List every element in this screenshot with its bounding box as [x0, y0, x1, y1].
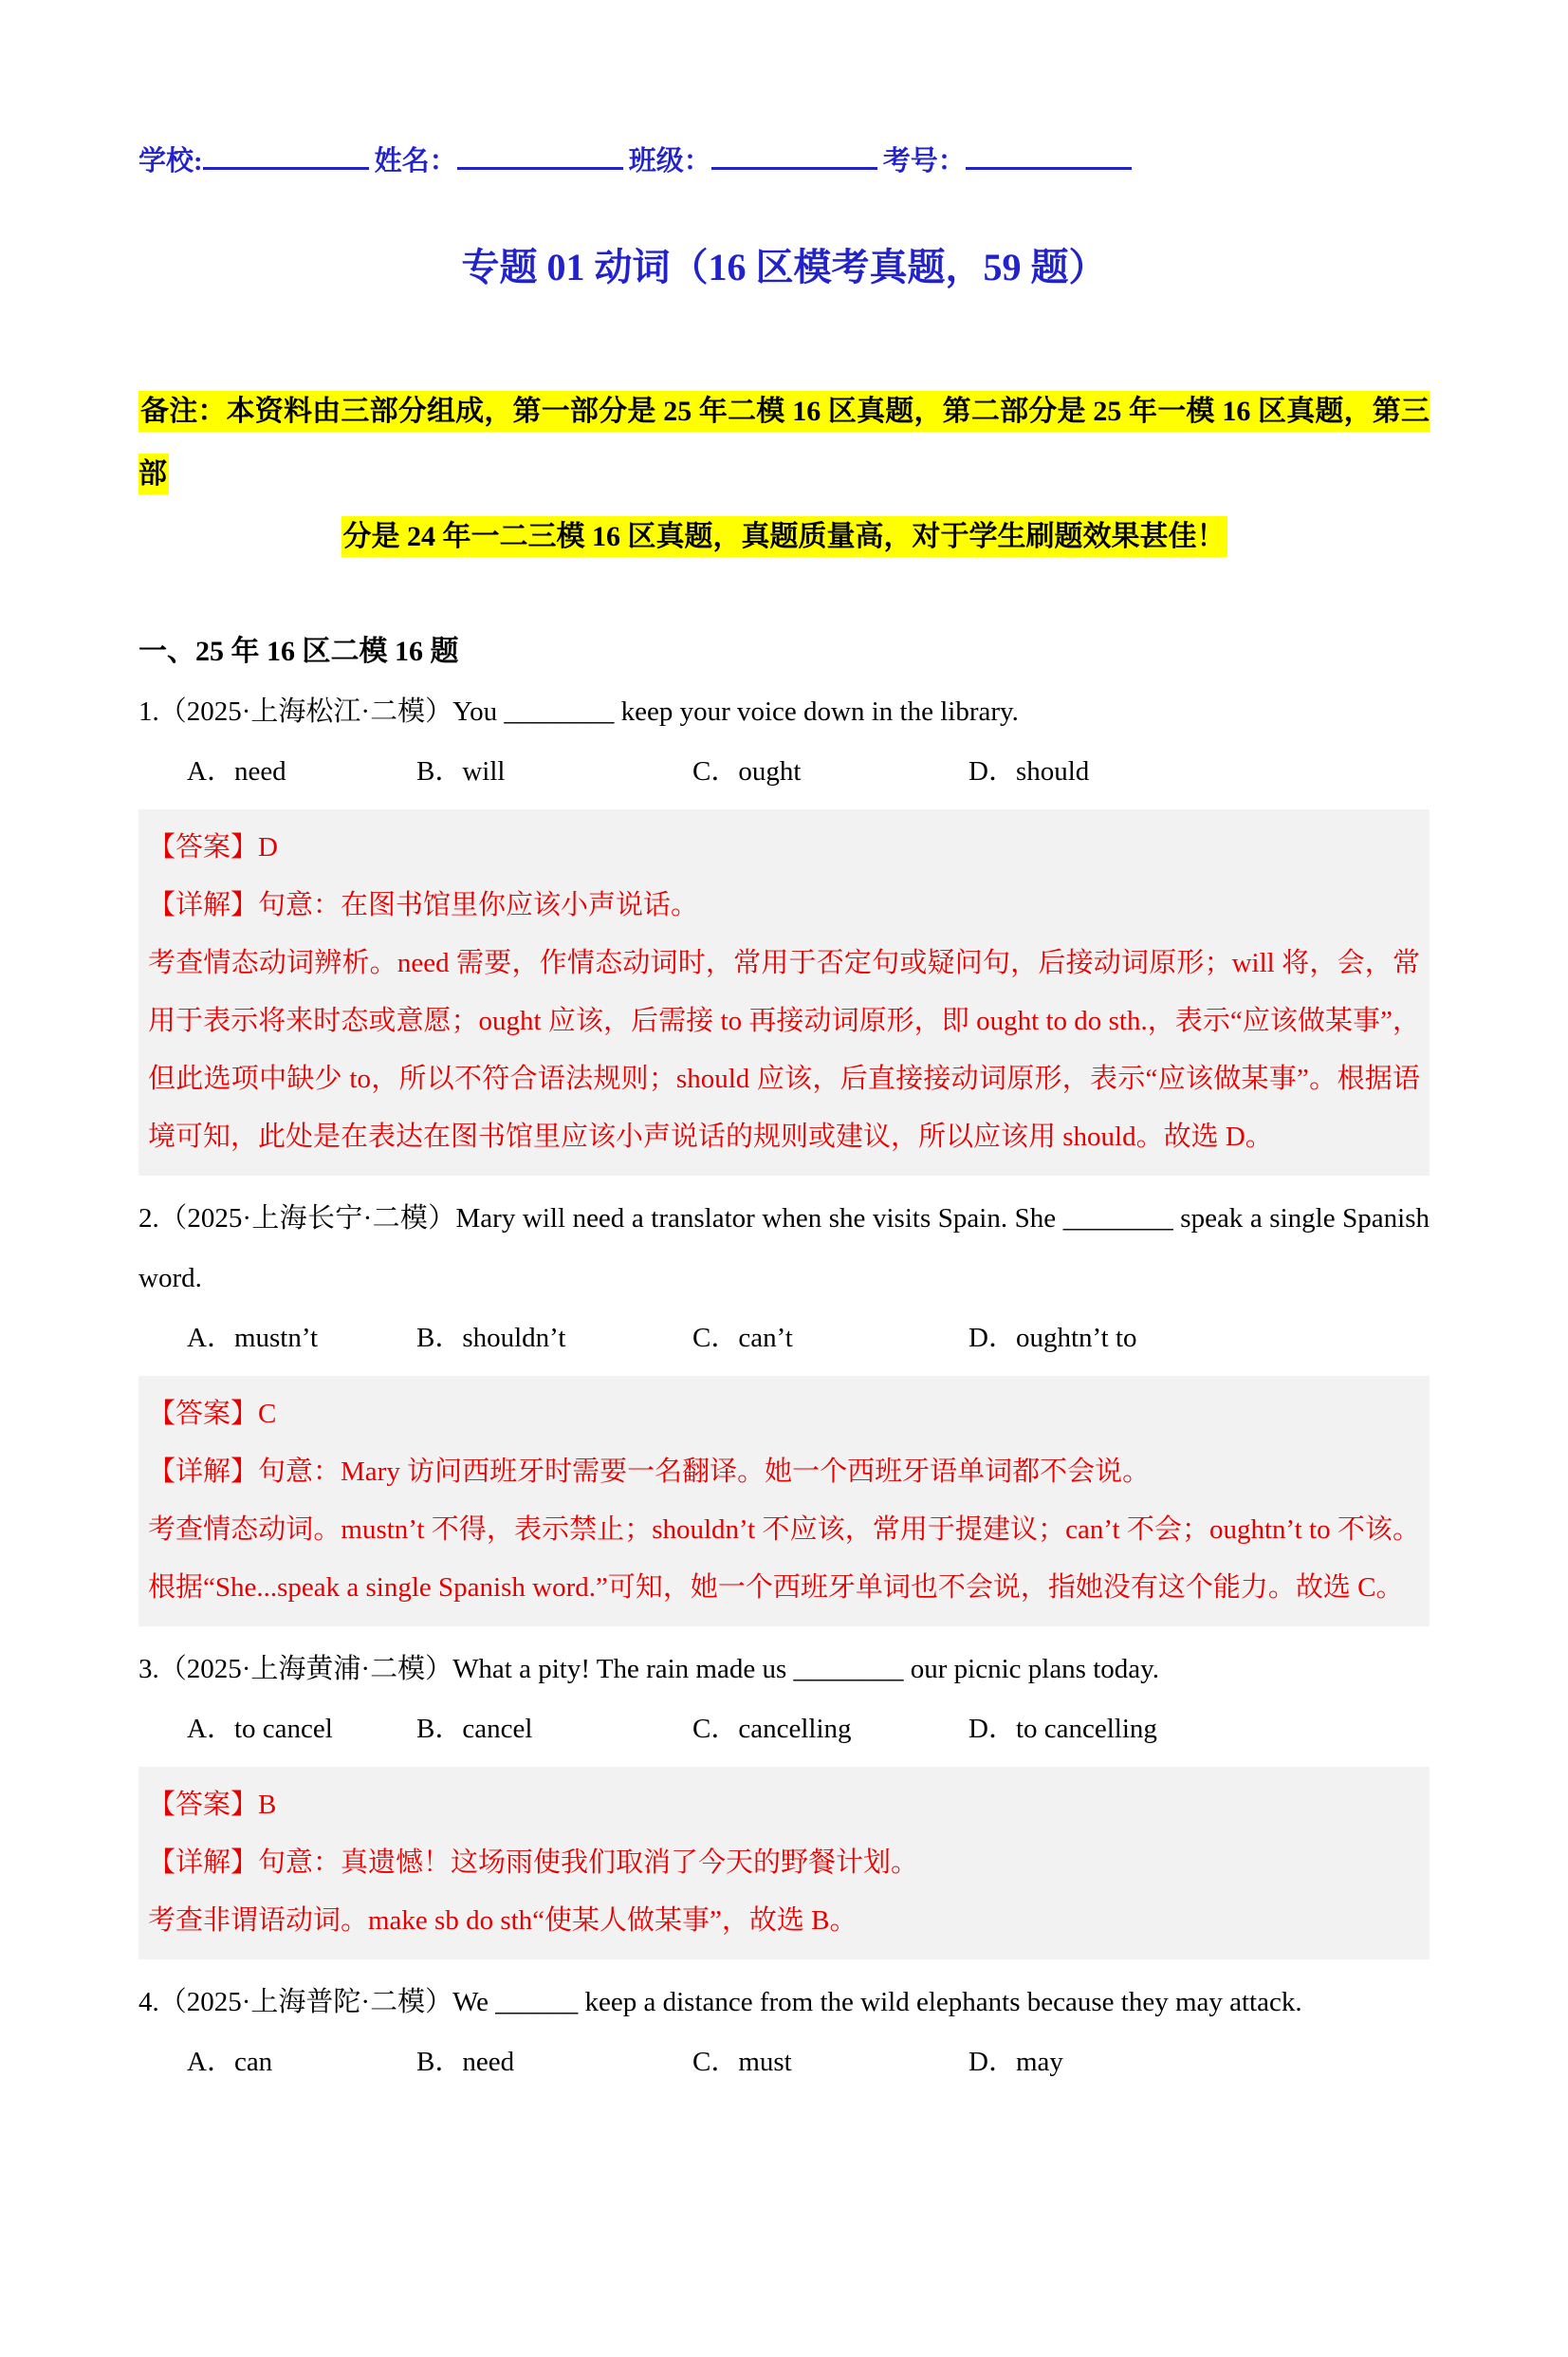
student-info-header: [138, 139, 1430, 178]
question-number: 1.: [138, 696, 159, 727]
class-blank-line: [711, 139, 877, 170]
option-b: B．shouldn’t: [416, 1323, 566, 1353]
answer-label: 【答案】: [148, 832, 259, 863]
detail-line: [148, 1443, 1420, 1501]
question-2-stem: [138, 1189, 1430, 1308]
question-number: 3.: [138, 1654, 159, 1684]
option-b: B．will: [416, 756, 506, 787]
question-2-options: [138, 1308, 1430, 1368]
question-text: （2025·上海长宁·二模）Mary will need a translator when she visits Spain. She ________ speak a single Spanish word.: [138, 1203, 1430, 1293]
question-4-stem: [138, 1973, 1430, 2032]
question-1-options: [138, 742, 1430, 802]
option-c: C．can’t: [692, 1323, 793, 1353]
detail-label: 【详解】: [148, 1847, 259, 1878]
answer-label: 【答案】: [148, 1399, 259, 1429]
detail-text: 句意：在图书馆里你应该小声说话。: [258, 890, 699, 920]
detail-line: [148, 877, 1420, 935]
question-1-answer-block: [138, 809, 1430, 1176]
answer-letter: D: [258, 832, 278, 863]
name-label: 姓名：: [374, 146, 457, 176]
option-c: C．must: [692, 2047, 792, 2077]
question-4-options: [138, 2032, 1430, 2092]
exam-no-label: 考号：: [882, 146, 966, 176]
note-line-2: [138, 506, 1430, 568]
answer-label: 【答案】: [148, 1790, 259, 1820]
option-d: D．to cancelling: [968, 1714, 1157, 1744]
question-number: 4.: [138, 1987, 159, 2017]
school-blank-line: [203, 139, 369, 170]
option-d: D．may: [968, 2047, 1063, 2077]
question-3-answer-block: [138, 1767, 1430, 1959]
detail-label: 【详解】: [148, 1457, 259, 1487]
detail-label: 【详解】: [148, 890, 259, 920]
question-text: （2025·上海普陀·二模）We ______ keep a distance from the wild elephants because they may attack.: [158, 1987, 1302, 2017]
detail-text: 句意：真遗憾！这场雨使我们取消了今天的野餐计划。: [258, 1847, 919, 1878]
question-2-answer-block: [138, 1376, 1430, 1626]
option-d: D．oughtn’t to: [968, 1323, 1137, 1353]
answer-line: [148, 819, 1420, 877]
option-c: C．ought: [692, 756, 802, 787]
question-3-stem: [138, 1640, 1430, 1699]
option-c: C．cancelling: [692, 1714, 852, 1744]
note-line-1: [138, 380, 1430, 506]
document-page: [0, 139, 1568, 2357]
question-3-options: [138, 1699, 1430, 1759]
answer-line: [148, 1776, 1420, 1834]
detail-line: [148, 1834, 1420, 1892]
class-label: 班级：: [628, 146, 711, 176]
option-b: B．cancel: [416, 1714, 533, 1744]
question-number: 2.: [138, 1203, 159, 1234]
option-a: A．mustn’t: [187, 1323, 319, 1353]
page-title: 专题 01 动词（16 区模考真题，59 题）: [461, 246, 1107, 288]
answer-line: [148, 1385, 1420, 1443]
answer-letter: C: [258, 1399, 277, 1429]
analysis-text: 考查情态动词辨析。need 需要，作情态动词时，常用于否定句或疑问句，后接动词原形；will 将，会，常用于表示将来时态或意愿；ought 应该，后需接 to 再接动词原形，即 ought to do sth.，表示“应该做某事”，但此选项中缺少 to，所以不符合语法规则；should 应该，后直接接动词原形，表示“应该做某事”。根据语境可知，此处是在表达在图书馆里应该小声说话的规则或建议，所以应该用 should。故选 D。: [148, 948, 1420, 1152]
section-heading: 一、25 年 16 区二模 16 题: [138, 636, 459, 667]
exam-no-blank-line: [966, 139, 1132, 170]
option-a: A．can: [187, 2047, 273, 2077]
analysis-text: 考查非谓语动词。make sb do sth“使某人做某事”，故选 B。: [148, 1905, 858, 1936]
question-text: （2025·上海松江·二模）You ________ keep your voice down in the library.: [158, 696, 1019, 727]
note-highlight: 分是 24 年一二三模 16 区真题，真题质量高，对于学生刷题效果甚佳！: [341, 516, 1227, 557]
option-b: B．need: [416, 2047, 515, 2077]
question-1-stem: [138, 682, 1430, 742]
option-a: A．to cancel: [187, 1714, 333, 1744]
note-highlight: 备注：本资料由三部分组成，第一部分是 25 年二模 16 区真题，第二部分是 25 年一模 16 区真题，第三部: [138, 391, 1430, 494]
name-blank-line: [457, 139, 623, 170]
detail-text: 句意：Mary 访问西班牙时需要一名翻译。她一个西班牙语单词都不会说。: [258, 1457, 1151, 1487]
option-d: D．should: [968, 756, 1090, 787]
school-label: 学校:: [138, 146, 203, 176]
question-text: （2025·上海黄浦·二模）What a pity! The rain made us ________ our picnic plans today.: [158, 1654, 1160, 1684]
option-a: A．need: [187, 756, 286, 787]
note-banner: [138, 380, 1430, 568]
answer-letter: B: [258, 1790, 277, 1820]
analysis-text: 考查情态动词。mustn’t 不得，表示禁止；shouldn’t 不应该，常用于提建议；can’t 不会；oughtn’t to 不该。根据“She...speak a single Spanish word.”可知，她一个西班牙单词也不会说，指她没有这个能力。故选 C。: [148, 1514, 1420, 1603]
